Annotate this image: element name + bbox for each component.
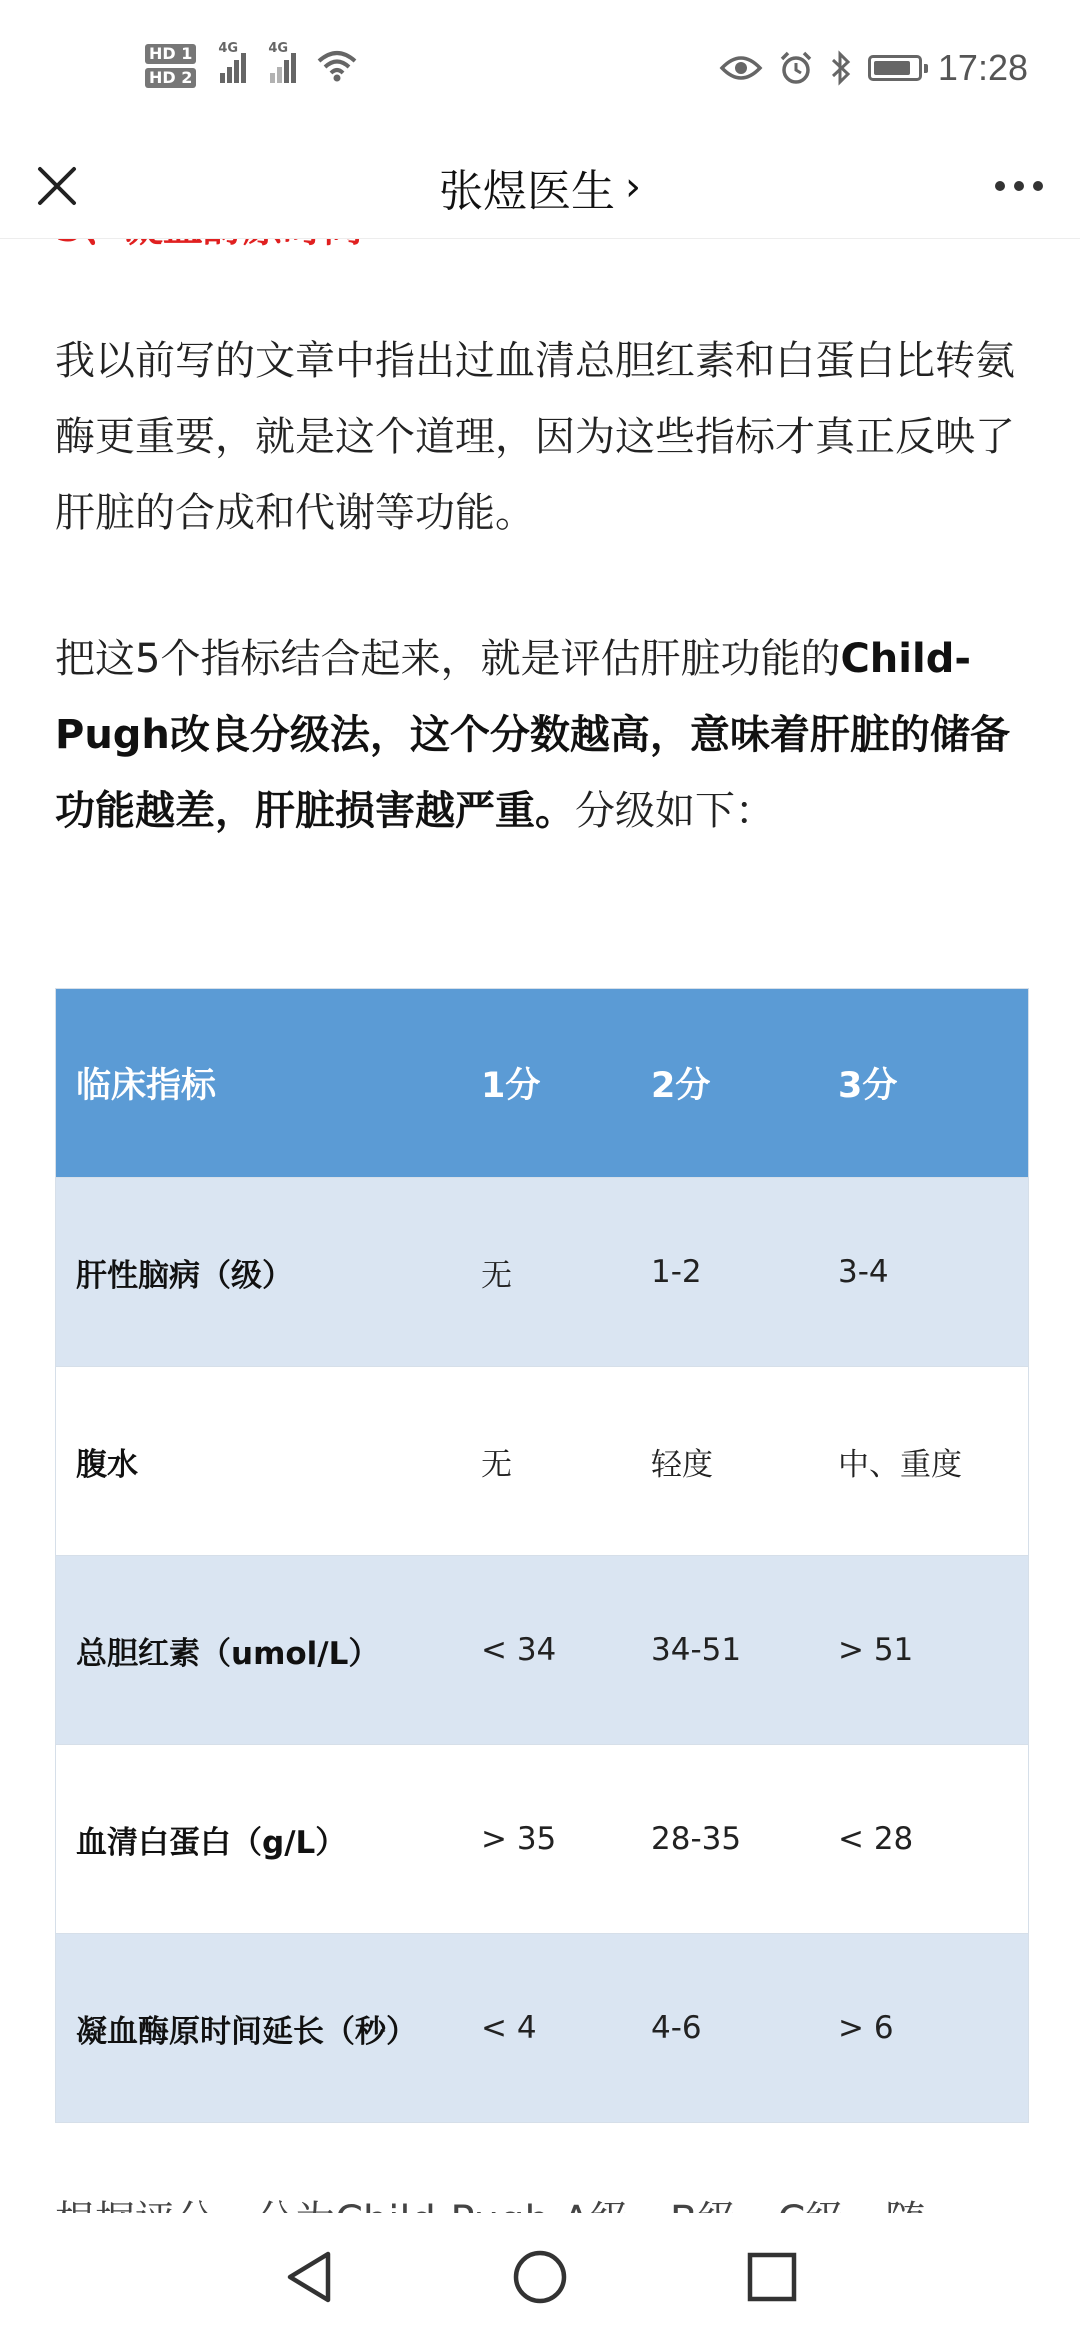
back-triangle-icon	[284, 2249, 336, 2305]
signal-icon	[218, 41, 246, 83]
chevron-right-icon: ›	[625, 163, 641, 210]
recents-square-icon	[746, 2251, 798, 2303]
table-header-cell: 2分	[651, 1066, 711, 1106]
table-cell: 凝血酶原时间延长（秒）	[76, 2013, 417, 2050]
table-cell: 轻度	[651, 1446, 713, 1483]
status-left	[145, 34, 358, 98]
account-title-link[interactable]	[0, 135, 1080, 238]
child-pugh-table	[55, 988, 1029, 2123]
status-bar	[0, 0, 1080, 135]
article-content[interactable]	[0, 238, 1080, 2213]
recents-button[interactable]	[732, 2237, 812, 2317]
status-right	[720, 38, 1028, 98]
status-time: 17:28	[937, 47, 1028, 88]
table-cell: 肝性脑病（级）	[76, 1257, 293, 1294]
table-cell: > 35	[481, 1821, 557, 1857]
hd-badges	[145, 44, 196, 88]
table-cell: < 34	[481, 1632, 557, 1668]
signal-icon-2	[268, 41, 296, 83]
bluetooth-icon	[830, 50, 852, 86]
battery-fill	[874, 61, 910, 75]
paragraph-2-bold: Child-Pugh改良分级法，这个分数越高，意味着肝脏的储备功能越差，肝脏损害越严重。	[55, 636, 1010, 834]
table-cell: < 4	[481, 2010, 537, 2046]
table-header-cell: 临床指标	[76, 1066, 217, 1106]
more-dot	[995, 181, 1005, 191]
more-button[interactable]	[984, 157, 1054, 215]
more-dot	[1014, 181, 1024, 191]
table-row	[56, 1178, 1028, 1367]
table-cell: 34-51	[651, 1632, 742, 1668]
table-cell: > 6	[838, 2010, 894, 2046]
table-cell: > 51	[838, 1632, 914, 1668]
table-row	[56, 1934, 1028, 2122]
table-cell: 总胆红素（umol/L）	[76, 1635, 380, 1672]
table-cell: 28-35	[651, 1821, 742, 1857]
wifi-icon	[316, 49, 358, 83]
home-circle-icon	[512, 2249, 568, 2305]
table-cell: 血清白蛋白（g/L）	[76, 1824, 347, 1861]
back-button[interactable]	[270, 2237, 350, 2317]
alarm-icon	[778, 50, 814, 86]
home-button[interactable]	[500, 2237, 580, 2317]
table-cell: 4-6	[651, 2010, 702, 2046]
sim1-hd-badge: HD 1	[145, 44, 196, 64]
table-row	[56, 1745, 1028, 1934]
more-dot	[1033, 181, 1043, 191]
paragraph-2-tail: 分级如下：	[575, 788, 775, 834]
account-name: 张煜医生	[439, 165, 615, 217]
paragraph-2	[55, 621, 1030, 849]
net1-label: 4G	[218, 41, 239, 56]
table-row	[56, 1556, 1028, 1745]
paragraph-2-lead: 把这5个指标结合起来，就是评估肝脏功能的	[55, 636, 841, 682]
table-header-row	[56, 989, 1028, 1178]
table-row	[56, 1367, 1028, 1556]
article-header	[0, 135, 1080, 239]
sim2-hd-badge: HD 2	[145, 68, 196, 88]
net2-label: 4G	[268, 41, 289, 56]
table-cell: < 28	[838, 1821, 914, 1857]
system-navigation-bar	[0, 2213, 1080, 2340]
eye-icon	[720, 54, 762, 82]
table-header-cell: 3分	[838, 1066, 898, 1106]
table-cell: 无	[481, 1257, 512, 1294]
battery-icon	[868, 55, 922, 81]
table-cell: 中、重度	[838, 1446, 962, 1483]
table-cell: 无	[481, 1446, 512, 1483]
table-cell: 3-4	[838, 1254, 889, 1290]
table-cell: 1-2	[651, 1254, 702, 1290]
paragraph-1: 我以前写的文章中指出过血清总胆红素和白蛋白比转氨酶更重要，就是这个道理，因为这些指标才真正反映了肝脏的合成和代谢等功能。	[55, 338, 1015, 536]
table-header-cell: 1分	[481, 1066, 541, 1106]
table-cell: 腹水	[76, 1446, 138, 1483]
